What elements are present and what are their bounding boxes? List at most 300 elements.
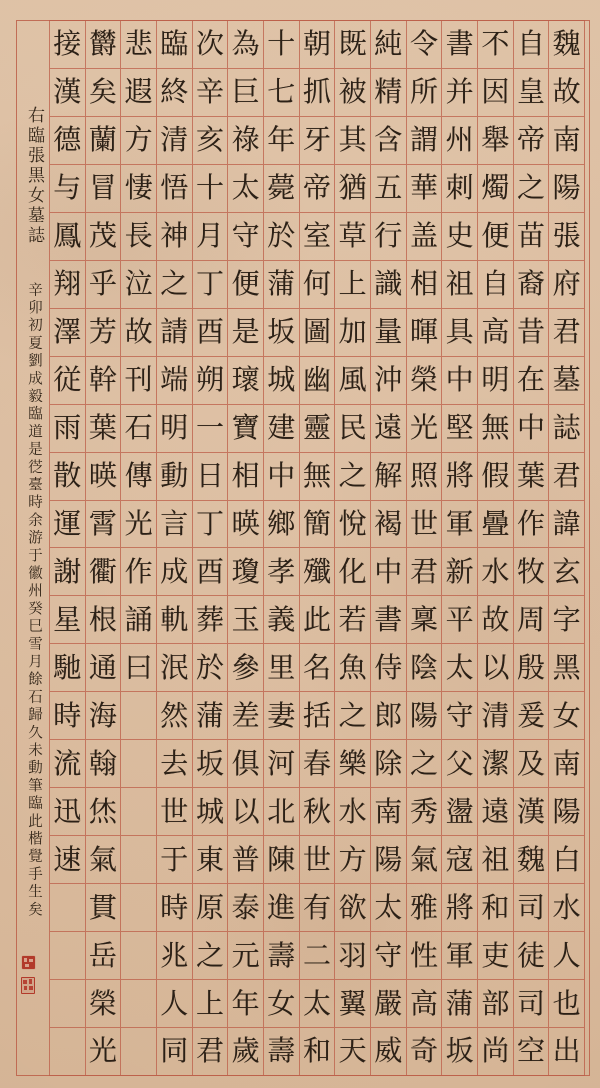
char-cell: 是 xyxy=(228,309,263,357)
char-cell: 速 xyxy=(50,836,85,884)
char-cell: 十 xyxy=(193,165,228,213)
char-cell: 刺 xyxy=(442,165,477,213)
char-cell: 玉 xyxy=(228,596,263,644)
colophon-inscription: 辛卯初夏劉成毅臨道是徔臺時余游于徽州癸巳雪月餘石歸久未動筆臨此楷覺手生矣 xyxy=(26,282,42,920)
artist-seal-upper-icon xyxy=(22,956,35,969)
char-cell: 光 xyxy=(121,501,156,549)
char-cell: 爰 xyxy=(514,692,549,740)
char-cell: 相 xyxy=(228,453,263,501)
char-cell: 女 xyxy=(549,692,584,740)
char-cell: 馳 xyxy=(50,644,85,692)
epitaph-character-grid xyxy=(49,20,585,1076)
char-cell: 張 xyxy=(549,213,584,261)
char-cell: 上 xyxy=(193,980,228,1028)
seal-carving-mark xyxy=(29,986,33,990)
char-cell xyxy=(121,932,156,980)
char-cell: 水 xyxy=(549,884,584,932)
char-cell xyxy=(121,1028,156,1076)
char-cell: 義 xyxy=(264,596,299,644)
char-cell: 悟 xyxy=(157,165,192,213)
char-cell: 故 xyxy=(121,309,156,357)
char-cell: 曡 xyxy=(478,501,513,549)
char-cell: 丁 xyxy=(193,501,228,549)
char-cell: 世 xyxy=(157,788,192,836)
char-cell: 鄉 xyxy=(264,501,299,549)
char-cell: 之 xyxy=(335,692,370,740)
char-cell: 所 xyxy=(407,69,442,117)
char-cell: 星 xyxy=(50,596,85,644)
char-cell: 終 xyxy=(157,69,192,117)
char-cell: 之 xyxy=(514,165,549,213)
char-cell: 燭 xyxy=(478,165,513,213)
char-cell: 苗 xyxy=(514,213,549,261)
char-cell: 長 xyxy=(121,213,156,261)
char-cell: 端 xyxy=(157,357,192,405)
char-cell: 軍 xyxy=(442,932,477,980)
char-cell: 盖 xyxy=(407,213,442,261)
text-column-11 xyxy=(192,21,228,1076)
char-cell: 草 xyxy=(335,213,370,261)
char-cell: 澤 xyxy=(50,309,85,357)
char-cell: 時 xyxy=(157,884,192,932)
char-cell: 圖 xyxy=(300,309,335,357)
char-cell: 雅 xyxy=(407,884,442,932)
char-cell: 幹 xyxy=(86,357,121,405)
char-cell: 於 xyxy=(193,644,228,692)
char-cell: 書 xyxy=(371,596,406,644)
char-cell: 遠 xyxy=(371,405,406,453)
char-cell: 進 xyxy=(264,884,299,932)
char-cell: 水 xyxy=(335,788,370,836)
char-cell: 壽 xyxy=(264,932,299,980)
char-cell: 部 xyxy=(478,980,513,1028)
char-cell: 書 xyxy=(442,21,477,69)
char-cell: 帝 xyxy=(300,165,335,213)
char-cell: 清 xyxy=(157,117,192,165)
char-cell: 神 xyxy=(157,213,192,261)
char-cell xyxy=(121,740,156,788)
char-cell: 陽 xyxy=(549,165,584,213)
char-cell: 加 xyxy=(335,309,370,357)
char-cell: 次 xyxy=(193,21,228,69)
char-cell xyxy=(50,932,85,980)
char-cell: 墓 xyxy=(549,357,584,405)
char-cell: 原 xyxy=(193,884,228,932)
seal-carving-mark xyxy=(23,980,27,984)
char-cell: 有 xyxy=(300,884,335,932)
char-cell: 玄 xyxy=(549,548,584,596)
char-cell: 朔 xyxy=(193,357,228,405)
text-column-1 xyxy=(548,21,584,1076)
char-cell: 父 xyxy=(442,740,477,788)
char-cell: 葉 xyxy=(86,405,121,453)
char-cell: 周 xyxy=(514,596,549,644)
char-cell: 中 xyxy=(442,357,477,405)
char-cell: 之 xyxy=(335,453,370,501)
char-cell: 傳 xyxy=(121,453,156,501)
char-cell: 欝 xyxy=(86,21,121,69)
char-cell: 雨 xyxy=(50,405,85,453)
char-cell: 府 xyxy=(549,261,584,309)
char-cell: 朝 xyxy=(300,21,335,69)
char-cell: 因 xyxy=(478,69,513,117)
char-cell: 平 xyxy=(442,596,477,644)
char-cell: 翼 xyxy=(335,980,370,1028)
char-cell xyxy=(121,884,156,932)
char-cell: 牙 xyxy=(300,117,335,165)
artist-seal-lower-icon xyxy=(21,977,35,994)
char-cell: 悽 xyxy=(121,165,156,213)
char-cell: 自 xyxy=(478,261,513,309)
char-cell: 冒 xyxy=(86,165,121,213)
char-cell: 清 xyxy=(478,692,513,740)
char-cell: 誦 xyxy=(121,596,156,644)
char-cell: 和 xyxy=(300,1028,335,1076)
char-cell: 海 xyxy=(86,692,121,740)
char-cell: 出 xyxy=(549,1028,584,1076)
char-cell: 言 xyxy=(157,501,192,549)
char-cell: 太 xyxy=(300,980,335,1028)
char-cell: 通 xyxy=(86,644,121,692)
char-cell: 徒 xyxy=(514,932,549,980)
char-cell: 明 xyxy=(157,405,192,453)
char-cell: 蒲 xyxy=(193,692,228,740)
char-cell: 無 xyxy=(478,405,513,453)
char-cell: 葬 xyxy=(193,596,228,644)
char-cell: 及 xyxy=(514,740,549,788)
char-cell: 巨 xyxy=(228,69,263,117)
seal-carving-mark xyxy=(29,979,32,984)
char-cell: 根 xyxy=(86,596,121,644)
char-cell: 魏 xyxy=(514,836,549,884)
char-cell: 被 xyxy=(335,69,370,117)
text-column-6 xyxy=(370,21,406,1076)
char-cell: 榮 xyxy=(407,357,442,405)
char-cell xyxy=(121,836,156,884)
char-cell: 皇 xyxy=(514,69,549,117)
char-cell: 化 xyxy=(335,548,370,596)
char-cell: 相 xyxy=(407,261,442,309)
char-cell: 東 xyxy=(193,836,228,884)
char-cell: 解 xyxy=(371,453,406,501)
char-cell: 史 xyxy=(442,213,477,261)
char-cell: 并 xyxy=(442,69,477,117)
char-cell: 氣 xyxy=(407,836,442,884)
char-cell: 祖 xyxy=(478,836,513,884)
char-cell: 君 xyxy=(549,453,584,501)
char-cell: 侍 xyxy=(371,644,406,692)
char-cell: 沖 xyxy=(371,357,406,405)
char-cell: 刊 xyxy=(121,357,156,405)
char-cell: 翰 xyxy=(86,740,121,788)
char-cell: 樂 xyxy=(335,740,370,788)
seal-carving-mark xyxy=(24,958,27,962)
char-cell: 殷 xyxy=(514,644,549,692)
char-cell: 謂 xyxy=(407,117,442,165)
char-cell: 明 xyxy=(478,357,513,405)
char-cell: 暎 xyxy=(86,453,121,501)
char-cell: 秀 xyxy=(407,788,442,836)
char-cell: 簡 xyxy=(300,501,335,549)
char-cell: 和 xyxy=(478,884,513,932)
char-cell: 坂 xyxy=(264,309,299,357)
char-cell: 辛 xyxy=(193,69,228,117)
char-cell: 風 xyxy=(335,357,370,405)
char-cell: 祿 xyxy=(228,117,263,165)
char-cell: 高 xyxy=(407,980,442,1028)
char-cell: 誌 xyxy=(549,405,584,453)
char-cell: 秋 xyxy=(300,788,335,836)
char-cell: 城 xyxy=(193,788,228,836)
char-cell: 芳 xyxy=(86,309,121,357)
char-cell: 故 xyxy=(549,69,584,117)
char-cell: 於 xyxy=(264,213,299,261)
char-cell: 方 xyxy=(335,836,370,884)
char-cell: 君 xyxy=(549,309,584,357)
char-cell xyxy=(50,884,85,932)
char-cell: 丁 xyxy=(193,261,228,309)
char-cell: 純 xyxy=(371,21,406,69)
text-column-4 xyxy=(441,21,477,1076)
char-cell: 太 xyxy=(442,644,477,692)
text-column-9 xyxy=(263,21,299,1076)
char-cell: 榮 xyxy=(86,980,121,1028)
char-cell: 衢 xyxy=(86,548,121,596)
char-cell: 酉 xyxy=(193,548,228,596)
char-cell: 遐 xyxy=(121,69,156,117)
char-cell: 暉 xyxy=(407,309,442,357)
char-cell: 氣 xyxy=(86,836,121,884)
char-cell: 殲 xyxy=(300,548,335,596)
char-cell: 為 xyxy=(228,21,263,69)
char-cell: 靈 xyxy=(300,405,335,453)
char-cell: 羽 xyxy=(335,932,370,980)
char-cell: 以 xyxy=(228,788,263,836)
char-cell: 若 xyxy=(335,596,370,644)
char-cell: 鳳 xyxy=(50,213,85,261)
char-cell: 于 xyxy=(157,836,192,884)
char-cell: 牧 xyxy=(514,548,549,596)
char-cell: 一 xyxy=(193,405,228,453)
char-cell: 室 xyxy=(300,213,335,261)
char-cell: 烋 xyxy=(86,788,121,836)
char-cell: 人 xyxy=(157,980,192,1028)
char-cell: 識 xyxy=(371,261,406,309)
char-cell: 行 xyxy=(371,213,406,261)
char-cell: 女 xyxy=(264,980,299,1028)
char-cell: 亥 xyxy=(193,117,228,165)
char-cell: 無 xyxy=(300,453,335,501)
char-cell: 流 xyxy=(50,740,85,788)
char-cell: 南 xyxy=(549,740,584,788)
char-cell: 岳 xyxy=(86,932,121,980)
char-cell: 南 xyxy=(549,117,584,165)
char-cell: 其 xyxy=(335,117,370,165)
char-cell: 尚 xyxy=(478,1028,513,1076)
char-cell: 幽 xyxy=(300,357,335,405)
char-cell: 欲 xyxy=(335,884,370,932)
char-cell: 泯 xyxy=(157,644,192,692)
char-cell: 陰 xyxy=(407,644,442,692)
char-cell: 盪 xyxy=(442,788,477,836)
char-cell: 新 xyxy=(442,548,477,596)
char-cell: 従 xyxy=(50,357,85,405)
char-cell: 日 xyxy=(193,453,228,501)
char-cell: 坂 xyxy=(442,1028,477,1076)
char-cell: 悅 xyxy=(335,501,370,549)
char-cell: 之 xyxy=(407,740,442,788)
char-cell: 守 xyxy=(228,213,263,261)
char-cell: 七 xyxy=(264,69,299,117)
char-cell: 司 xyxy=(514,884,549,932)
char-cell xyxy=(121,692,156,740)
char-cell: 河 xyxy=(264,740,299,788)
char-cell: 動 xyxy=(157,453,192,501)
char-cell: 便 xyxy=(478,213,513,261)
char-cell: 太 xyxy=(371,884,406,932)
char-cell: 白 xyxy=(549,836,584,884)
char-cell: 名 xyxy=(300,644,335,692)
char-cell: 潔 xyxy=(478,740,513,788)
char-cell: 州 xyxy=(442,117,477,165)
char-cell: 陽 xyxy=(549,788,584,836)
char-cell: 作 xyxy=(514,501,549,549)
char-cell: 諱 xyxy=(549,501,584,549)
char-cell: 北 xyxy=(264,788,299,836)
char-cell: 謝 xyxy=(50,548,85,596)
char-cell: 假 xyxy=(478,453,513,501)
char-cell: 抓 xyxy=(300,69,335,117)
char-cell: 瓊 xyxy=(228,548,263,596)
char-cell: 石 xyxy=(121,405,156,453)
char-cell: 茂 xyxy=(86,213,121,261)
char-cell: 具 xyxy=(442,309,477,357)
char-cell: 之 xyxy=(157,261,192,309)
char-cell: 稟 xyxy=(407,596,442,644)
char-cell: 二 xyxy=(300,932,335,980)
char-cell: 陽 xyxy=(371,836,406,884)
char-cell: 將 xyxy=(442,884,477,932)
char-cell: 同 xyxy=(157,1028,192,1076)
text-column-7 xyxy=(334,21,370,1076)
char-cell: 君 xyxy=(407,548,442,596)
char-cell: 城 xyxy=(264,357,299,405)
char-cell: 壽 xyxy=(264,1028,299,1076)
char-cell: 威 xyxy=(371,1028,406,1076)
char-cell xyxy=(121,788,156,836)
char-cell: 便 xyxy=(228,261,263,309)
char-cell: 運 xyxy=(50,501,85,549)
char-cell: 乎 xyxy=(86,261,121,309)
char-cell: 与 xyxy=(50,165,85,213)
char-cell: 參 xyxy=(228,644,263,692)
char-cell: 司 xyxy=(514,980,549,1028)
char-cell: 矣 xyxy=(86,69,121,117)
text-column-3 xyxy=(477,21,513,1076)
char-cell: 以 xyxy=(478,644,513,692)
char-cell: 裔 xyxy=(514,261,549,309)
char-cell: 泣 xyxy=(121,261,156,309)
char-cell: 瓌 xyxy=(228,357,263,405)
char-cell: 世 xyxy=(300,836,335,884)
char-cell: 光 xyxy=(86,1028,121,1076)
char-cell: 郎 xyxy=(371,692,406,740)
char-cell: 陽 xyxy=(407,692,442,740)
char-cell: 天 xyxy=(335,1028,370,1076)
char-cell: 將 xyxy=(442,453,477,501)
char-cell: 君 xyxy=(193,1028,228,1076)
char-cell: 除 xyxy=(371,740,406,788)
char-cell: 翔 xyxy=(50,261,85,309)
char-cell: 寶 xyxy=(228,405,263,453)
char-cell: 臨 xyxy=(157,21,192,69)
char-cell: 民 xyxy=(335,405,370,453)
colophon-title: 右臨張黒女墓誌 xyxy=(24,106,44,246)
char-cell: 守 xyxy=(442,692,477,740)
char-cell: 軌 xyxy=(157,596,192,644)
char-cell: 既 xyxy=(335,21,370,69)
char-cell xyxy=(121,980,156,1028)
char-cell: 空 xyxy=(514,1028,549,1076)
char-cell: 去 xyxy=(157,740,192,788)
char-cell: 方 xyxy=(121,117,156,165)
char-cell: 令 xyxy=(407,21,442,69)
seal-carving-mark xyxy=(24,986,27,990)
char-cell: 華 xyxy=(407,165,442,213)
text-column-5 xyxy=(406,21,442,1076)
char-cell: 人 xyxy=(549,932,584,980)
char-cell: 迅 xyxy=(50,788,85,836)
char-cell: 黑 xyxy=(549,644,584,692)
char-cell: 含 xyxy=(371,117,406,165)
char-cell: 蒲 xyxy=(442,980,477,1028)
char-cell xyxy=(50,980,85,1028)
char-cell: 中 xyxy=(264,453,299,501)
char-cell: 中 xyxy=(371,548,406,596)
char-cell: 祖 xyxy=(442,261,477,309)
char-cell: 此 xyxy=(300,596,335,644)
char-cell: 葉 xyxy=(514,453,549,501)
char-cell: 漢 xyxy=(50,69,85,117)
char-cell: 妻 xyxy=(264,692,299,740)
char-cell xyxy=(50,1028,85,1076)
char-cell: 散 xyxy=(50,453,85,501)
char-cell: 守 xyxy=(371,932,406,980)
char-cell: 魏 xyxy=(549,21,584,69)
char-cell: 奇 xyxy=(407,1028,442,1076)
char-cell: 吏 xyxy=(478,932,513,980)
char-cell: 年 xyxy=(228,980,263,1028)
char-cell: 量 xyxy=(371,309,406,357)
char-cell: 堅 xyxy=(442,405,477,453)
char-cell: 作 xyxy=(121,548,156,596)
char-cell: 兆 xyxy=(157,932,192,980)
char-cell: 請 xyxy=(157,309,192,357)
char-cell: 蒲 xyxy=(264,261,299,309)
char-cell: 之 xyxy=(193,932,228,980)
char-cell: 世 xyxy=(407,501,442,549)
char-cell: 成 xyxy=(157,548,192,596)
char-cell: 漢 xyxy=(514,788,549,836)
char-cell: 何 xyxy=(300,261,335,309)
char-cell: 酉 xyxy=(193,309,228,357)
char-cell: 中 xyxy=(514,405,549,453)
char-cell: 性 xyxy=(407,932,442,980)
text-column-2 xyxy=(513,21,549,1076)
seal-carving-mark xyxy=(25,964,29,967)
char-cell: 泰 xyxy=(228,884,263,932)
text-column-10 xyxy=(227,21,263,1076)
